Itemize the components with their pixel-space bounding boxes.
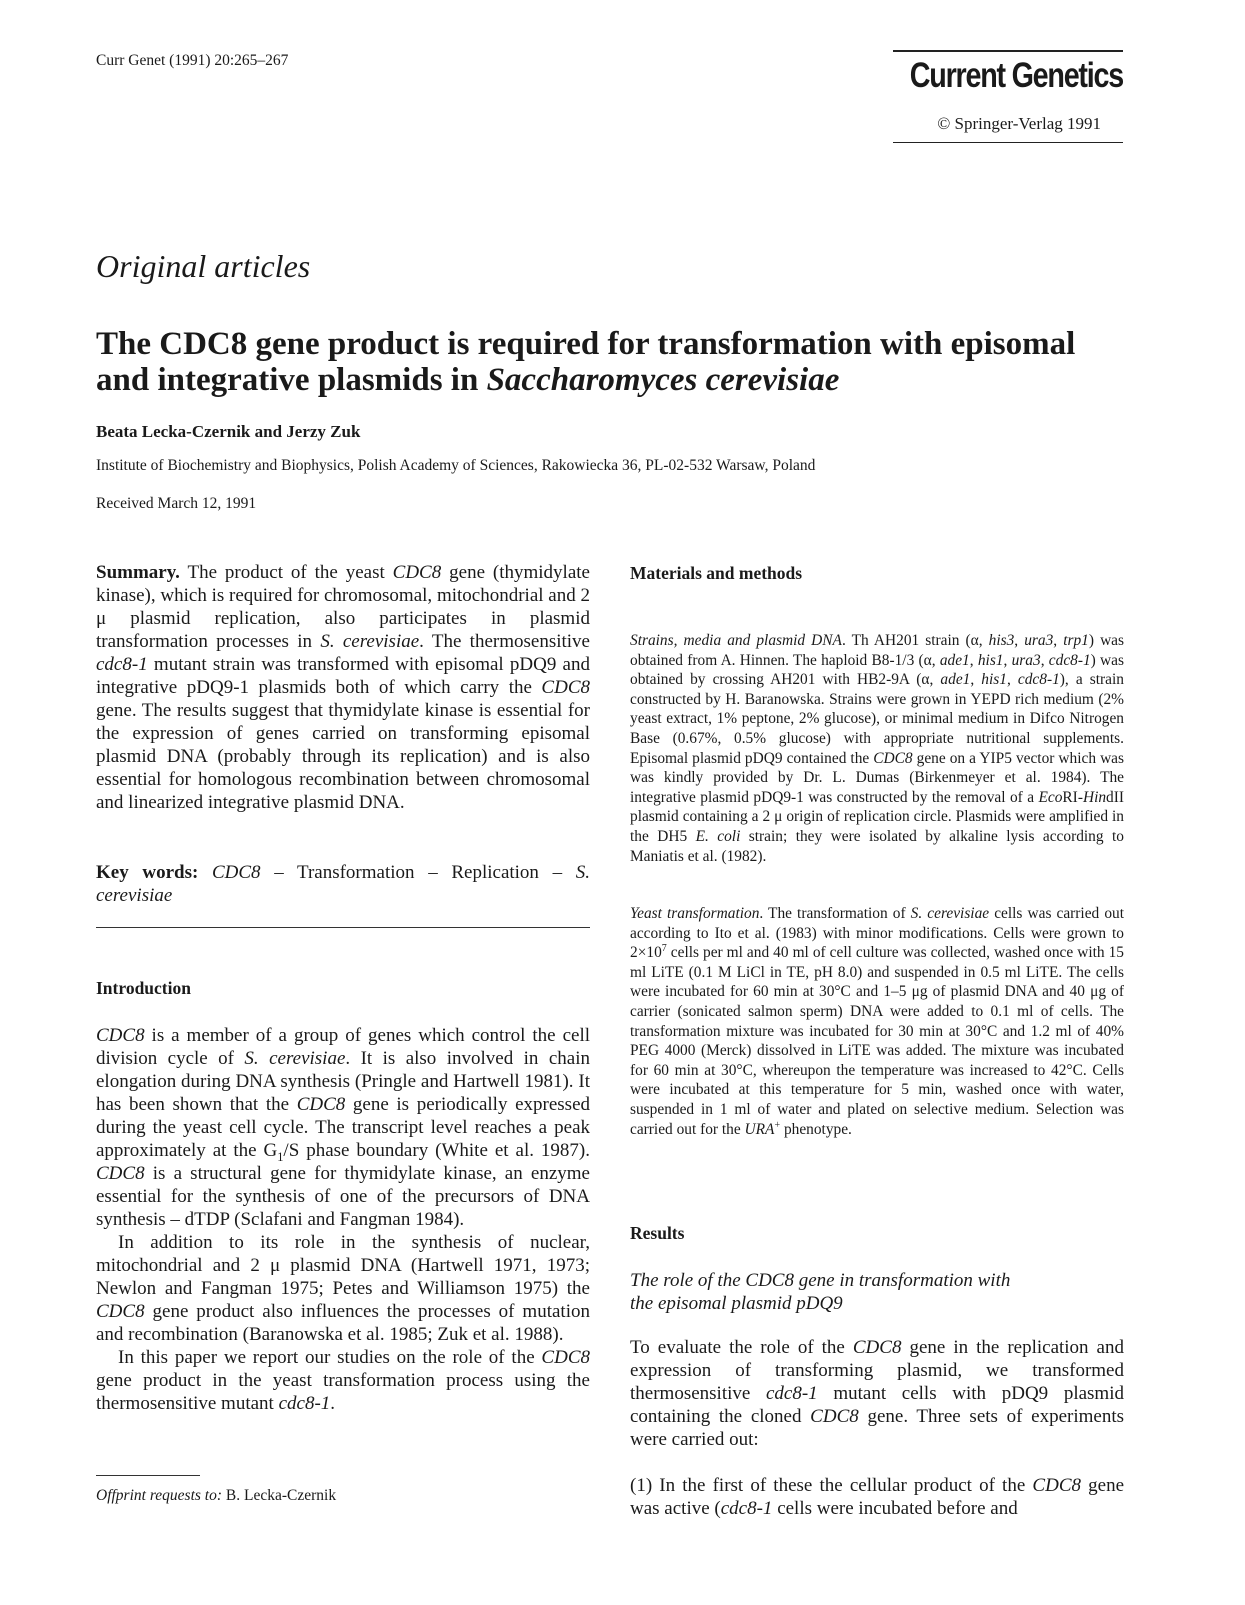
- text-run: cdc8-1: [278, 1393, 331, 1414]
- text-run: ) was obtained from A. Hinnen. The haploid B8-1/3 (α,: [630, 632, 1124, 669]
- text-run: . The transformation of: [759, 905, 911, 922]
- text-run: – Transformation – Replication –: [260, 862, 576, 883]
- text-run: cells were incubated before and: [772, 1498, 1018, 1519]
- text-run: CDC8: [211, 862, 261, 883]
- text-run: CDC8: [1032, 1475, 1081, 1496]
- results-heading: Results: [630, 1223, 685, 1243]
- text-run: CDC8: [541, 1347, 590, 1368]
- text-run: Eco: [1038, 788, 1063, 806]
- text-run: is a structural gene for thymidylate kinase, an enzyme essential for the synthesis of one of the precursors of DNA synthesis – dTDP (Sclafani and Fangman 1984).: [96, 1163, 590, 1230]
- text-run: strain; they were isolated by alkaline lysis according to Maniatis et al. (1982).: [630, 827, 1124, 865]
- offprint-footnote: [96, 1487, 336, 1505]
- text-run: Yeast transformation: [630, 905, 760, 922]
- results-subheading: The role of the CDC8 gene in transformation with the episomal plasmid pDQ9: [630, 1270, 1011, 1314]
- journal-logo: Current Genetics: [909, 56, 1123, 95]
- text-run: CDC8: [873, 749, 913, 767]
- text-run: 7: [661, 943, 667, 955]
- text-run: cdc8-1: [96, 654, 148, 675]
- text-run: CDC8: [96, 1025, 145, 1046]
- introduction-heading: Introduction: [96, 978, 191, 998]
- text-run: gene product in the yeast transformation process using the thermosensitive mutant: [96, 1370, 590, 1414]
- text-run: CDC8: [296, 1094, 346, 1115]
- text-run: CDC8: [96, 1163, 145, 1184]
- text-run: ,: [1040, 651, 1049, 669]
- transformation-paragraph: [630, 904, 1124, 1139]
- introduction-body: [96, 1024, 590, 1415]
- text-run: cdc8-1: [1017, 671, 1060, 689]
- text-run: Hin: [1082, 788, 1107, 806]
- text-run: Offprint requests to:: [96, 1487, 223, 1504]
- text-run: cdc8-1: [1048, 651, 1091, 669]
- received-date: Received March 12, 1991: [96, 495, 257, 512]
- text-run: gene on a YIP5 vector which was was kindly provided by Dr. L. Dumas (Birkenmeyer et al. 1984). The integrative plasmid pDQ9-1 was constructed by the removal of a: [630, 749, 1125, 806]
- text-run: [198, 862, 212, 883]
- text-run: S. cerevisiae: [910, 905, 990, 922]
- keywords: [96, 861, 590, 907]
- text-run: CDC8: [810, 1406, 859, 1427]
- publisher-copyright: © Springer-Verlag 1991: [937, 114, 1101, 133]
- text-run: ade1: [939, 651, 970, 669]
- text-run: (1) In the first of these the cellular product of the: [630, 1475, 1033, 1496]
- text-run: . The thermosensitive: [419, 631, 590, 652]
- text-run: gene. Three sets of experiments were carried out:: [630, 1406, 1125, 1450]
- text-run: The product of the yeast: [179, 562, 393, 583]
- text-run: Summary.: [96, 562, 180, 583]
- methods-heading: Materials and methods: [630, 563, 803, 583]
- text-run: CDC8: [852, 1337, 902, 1358]
- text-run: his3: [988, 632, 1015, 649]
- text-run: CDC8: [541, 677, 590, 698]
- text-run: cdc8-1: [765, 1383, 818, 1404]
- text-run: gene. The results suggest that thymidylate kinase is essential for the expression of genes carried on transforming episomal plasmid DNA (probably through its replication) and is also essential for homologous recombination between chromosomal and linearized integrative plasmid DNA.: [96, 700, 590, 813]
- text-run: The CDC8 gene product is required for transformation with episomal and integrative plasmids in: [96, 326, 1076, 398]
- text-run: cells per ml and 40 ml of cell culture was collected, washed once with 15 ml LiTE (0.1 M LiCl in TE, pH 8.0) and suspended in 0.5 ml LiTE. The cells were incubated for 60 min at 30°C and 1–5 μg of plasmid DNA and 40 μg of carrier (sonicated salmon sperm) DNA were added to 0.1 ml of cells. The transformation mixture was incubated for 30 min at 30°C and 1.2 ml of 40% PEG 4000 (Merck) dissolved in LiTE was added. The mixture was incubated for 60 min at 30°C, whereupon the temperature was increased to 42°C. Cells were incubated at this temperature for 5 min, washed once with water, suspended in 1 ml of water and plated on selective medium. Selection was carried out for the: [630, 944, 1124, 1138]
- text-run: ,: [1006, 671, 1018, 689]
- results-paragraph: [630, 1474, 1124, 1520]
- text-run: E. coli: [695, 827, 741, 845]
- intro-paragraph: [96, 1024, 590, 1231]
- text-run: his1: [981, 671, 1007, 689]
- text-run: ,: [970, 671, 982, 689]
- text-run: S. cerevisiae: [96, 862, 590, 906]
- text-run: his1: [977, 651, 1004, 669]
- text-run: RI-: [1062, 788, 1083, 806]
- affiliation: Institute of Biochemistry and Biophysics, Polish Academy of Sciences, Rakowiecka 36, PL-02-532 Warsaw, Poland: [96, 457, 816, 474]
- text-run: is a member of a group of genes which control the cell division cycle of: [96, 1025, 590, 1069]
- text-run: ,: [969, 651, 978, 669]
- text-run: S. cerevisiae: [244, 1048, 346, 1069]
- text-run: .: [330, 1393, 336, 1414]
- text-run: 1: [277, 1149, 284, 1164]
- text-run: . Th AH201 strain (α,: [841, 632, 989, 649]
- text-run: In this paper we report our studies on the role of the: [118, 1347, 542, 1368]
- text-run: +: [774, 1119, 781, 1131]
- text-run: gene (thymidylate kinase), which is required for chromosomal, mitochondrial and 2 μ plasmid replication, also participates in plasmid transformation processes in: [96, 562, 590, 652]
- text-run: trp1: [1063, 632, 1089, 649]
- text-run: gene was active (: [630, 1475, 1125, 1519]
- intro-paragraph: [96, 1346, 590, 1415]
- text-run: URA: [744, 1120, 775, 1138]
- text-run: ,: [1003, 651, 1012, 669]
- text-run: mutant strain was transformed with episomal pDQ9 and integrative pDQ9-1 plasmids both of which carry the: [96, 654, 590, 698]
- text-run: ), a strain constructed by H. Baranowska. Strains were grown in YEPD rich medium (2% yeast extract, 1% peptone, 2% glucose), or minimal medium in Difco Nitrogen Base (0.67%, 0.5% glucose) with appropriate nutritional supplements. Episomal plasmid pDQ9 contained the: [630, 671, 1124, 767]
- text-run: To evaluate the role of the: [630, 1337, 853, 1358]
- abstract-divider: [96, 927, 590, 928]
- text-run: ade1: [940, 671, 971, 689]
- text-run: /S phase boundary (White et al. 1987).: [283, 1140, 590, 1161]
- summary-paragraph: [96, 561, 590, 814]
- intro-paragraph: [96, 1231, 590, 1346]
- results-paragraph: [630, 1336, 1124, 1451]
- text-run: ura3: [1024, 632, 1054, 649]
- text-run: cdc8-1: [720, 1498, 773, 1519]
- authors: Beata Lecka-Czernik and Jerzy Zuk: [96, 422, 361, 441]
- text-run: In addition to its role in the synthesis of nuclear, mitochondrial and 2 μ plasmid DNA (Hartwell 1971, 1973; Newlon and Fangman 1975; Petes and Williamson 1975) the: [96, 1232, 590, 1299]
- text-run: cells was carried out according to Ito et al. (1983) with minor modifications. Cells were grown to 2×10: [630, 905, 1124, 962]
- text-run: phenotype.: [780, 1120, 852, 1138]
- text-run: ,: [1053, 632, 1064, 649]
- article-title: [96, 326, 1136, 398]
- article-section-label: Original articles: [96, 248, 311, 284]
- text-run: ura3: [1011, 651, 1041, 669]
- text-run: CDC8: [392, 562, 442, 583]
- strains-paragraph: [630, 631, 1124, 866]
- text-run: gene product also influences the processes of mutation and recombination (Baranowska et al. 1985; Zuk et al. 1988).: [96, 1301, 590, 1345]
- text-run: dII plasmid containing a 2 μ origin of replication circle. Plasmids were amplified in the DH5: [630, 788, 1124, 845]
- text-run: ) was obtained by crossing AH201 with HB2-9A (α,: [630, 651, 1124, 689]
- text-run: B. Lecka-Czernik: [222, 1487, 337, 1504]
- text-run: CDC8: [96, 1301, 145, 1322]
- text-run: mutant cells with pDQ9 plasmid containing the cloned: [630, 1383, 1124, 1427]
- text-run: Saccharomyces cerevisiae: [486, 362, 840, 398]
- masthead-rule: [893, 142, 1123, 143]
- journal-masthead: [893, 50, 1123, 133]
- text-run: . It is also involved in chain elongation during DNA synthesis (Pringle and Hartwell 1981). It has been shown that the: [96, 1048, 590, 1115]
- text-run: gene is periodically expressed during the yeast cell cycle. The transcript level reaches a peak approximately at the G: [96, 1094, 590, 1161]
- text-run: ,: [1014, 632, 1025, 649]
- text-run: gene in the replication and expression of transforming plasmid, we transformed thermosensitive: [630, 1337, 1124, 1404]
- footnote-rule: [96, 1475, 200, 1476]
- journal-citation: Curr Genet (1991) 20:265–267: [96, 52, 289, 69]
- text-run: Key words:: [96, 862, 199, 883]
- text-run: S. cerevisiae: [320, 631, 420, 652]
- text-run: Strains, media and plasmid DNA: [630, 632, 842, 649]
